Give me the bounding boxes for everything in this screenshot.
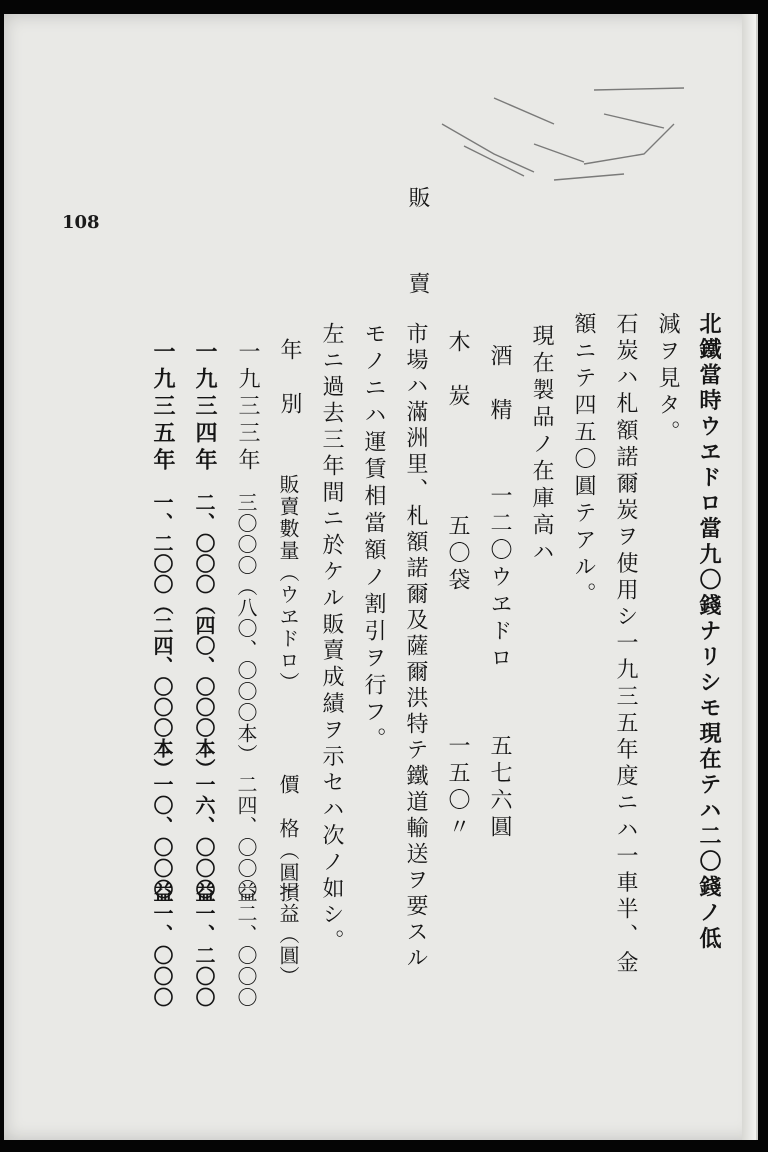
table-header-volume: 販賣數量（ウヱドロ） (276, 474, 300, 694)
table-row-2-price: 一六、〇〇〇 (192, 774, 216, 900)
paragraph1-line-2: 減ヲ見タ。 (655, 312, 680, 447)
table-row-1-year: 一九三三年 (235, 340, 260, 475)
table-row-3-price: 一〇、〇〇〇 (150, 774, 174, 900)
stock-item-2-qty: 五〇袋 (445, 514, 470, 595)
table-row-2-year: 一九三四年 (192, 340, 218, 475)
section-heading-char-2: 賣 (405, 272, 430, 294)
section-heading-char-1: 販 (405, 186, 430, 208)
paragraph2-line-1: 石炭ハ札額諾爾炭ヲ使用シ一九三五年度ニハ一車半、金 (613, 312, 638, 977)
paragraph3-line-1: 市場ハ滿洲里、札額諾爾及薩爾洪特テ鐵道輸送ヲ要スル (403, 322, 428, 972)
page-number: 108 (62, 212, 100, 233)
table-row-3-year: 一九三五年 (150, 340, 176, 475)
book-page (4, 14, 758, 1140)
stock-item-1-qty: 一二〇ウヱドロ (487, 484, 512, 673)
table-row-2-profit: 益一、二〇〇 (192, 882, 216, 1008)
stock-item-1-value: 五七六圓 (487, 734, 512, 842)
table-row-1-profit: 益二、〇〇〇 (234, 882, 258, 1008)
stock-intro: 現在製品ノ在庫高ハ (529, 324, 554, 567)
table-row-2-volume: 二、〇〇〇（四〇、〇〇〇本） (192, 492, 216, 779)
table-header-profit: 損益（圓） (276, 882, 300, 987)
table-row-1-volume: 三〇〇〇（八〇、〇〇〇本） (234, 492, 258, 765)
table-row-3-profit: 益一、〇〇〇 (150, 882, 174, 1008)
ink-smudge (434, 84, 704, 194)
paragraph1-line-1: 北鐵當時ウヱドロ當九〇錢ナリシモ現在テハ二〇錢ノ低 (696, 312, 722, 952)
paragraph3-line-3: 左ニ過去三年間ニ於ケル販賣成績ヲ示セハ次ノ如シ。 (319, 322, 344, 956)
table-row-1-price: 二四、〇〇〇 (234, 774, 258, 900)
stock-item-2-value: 一五〇〃 (445, 734, 470, 842)
table-row-3-volume: 一、二〇〇（二四、〇〇〇本） (150, 492, 174, 779)
paragraph3-line-2: モノニハ運賃相當額ノ割引ヲ行フ。 (361, 322, 386, 754)
table-header-price: 價 格（圓） (276, 774, 300, 906)
page-edge (742, 14, 756, 1140)
table-header-year: 年 別 (277, 338, 302, 419)
paragraph2-line-2: 額ニテ四五〇圓テアル。 (571, 312, 596, 609)
stock-item-2-name: 木 炭 (445, 330, 470, 411)
stock-item-1-name: 酒 精 (487, 344, 512, 425)
